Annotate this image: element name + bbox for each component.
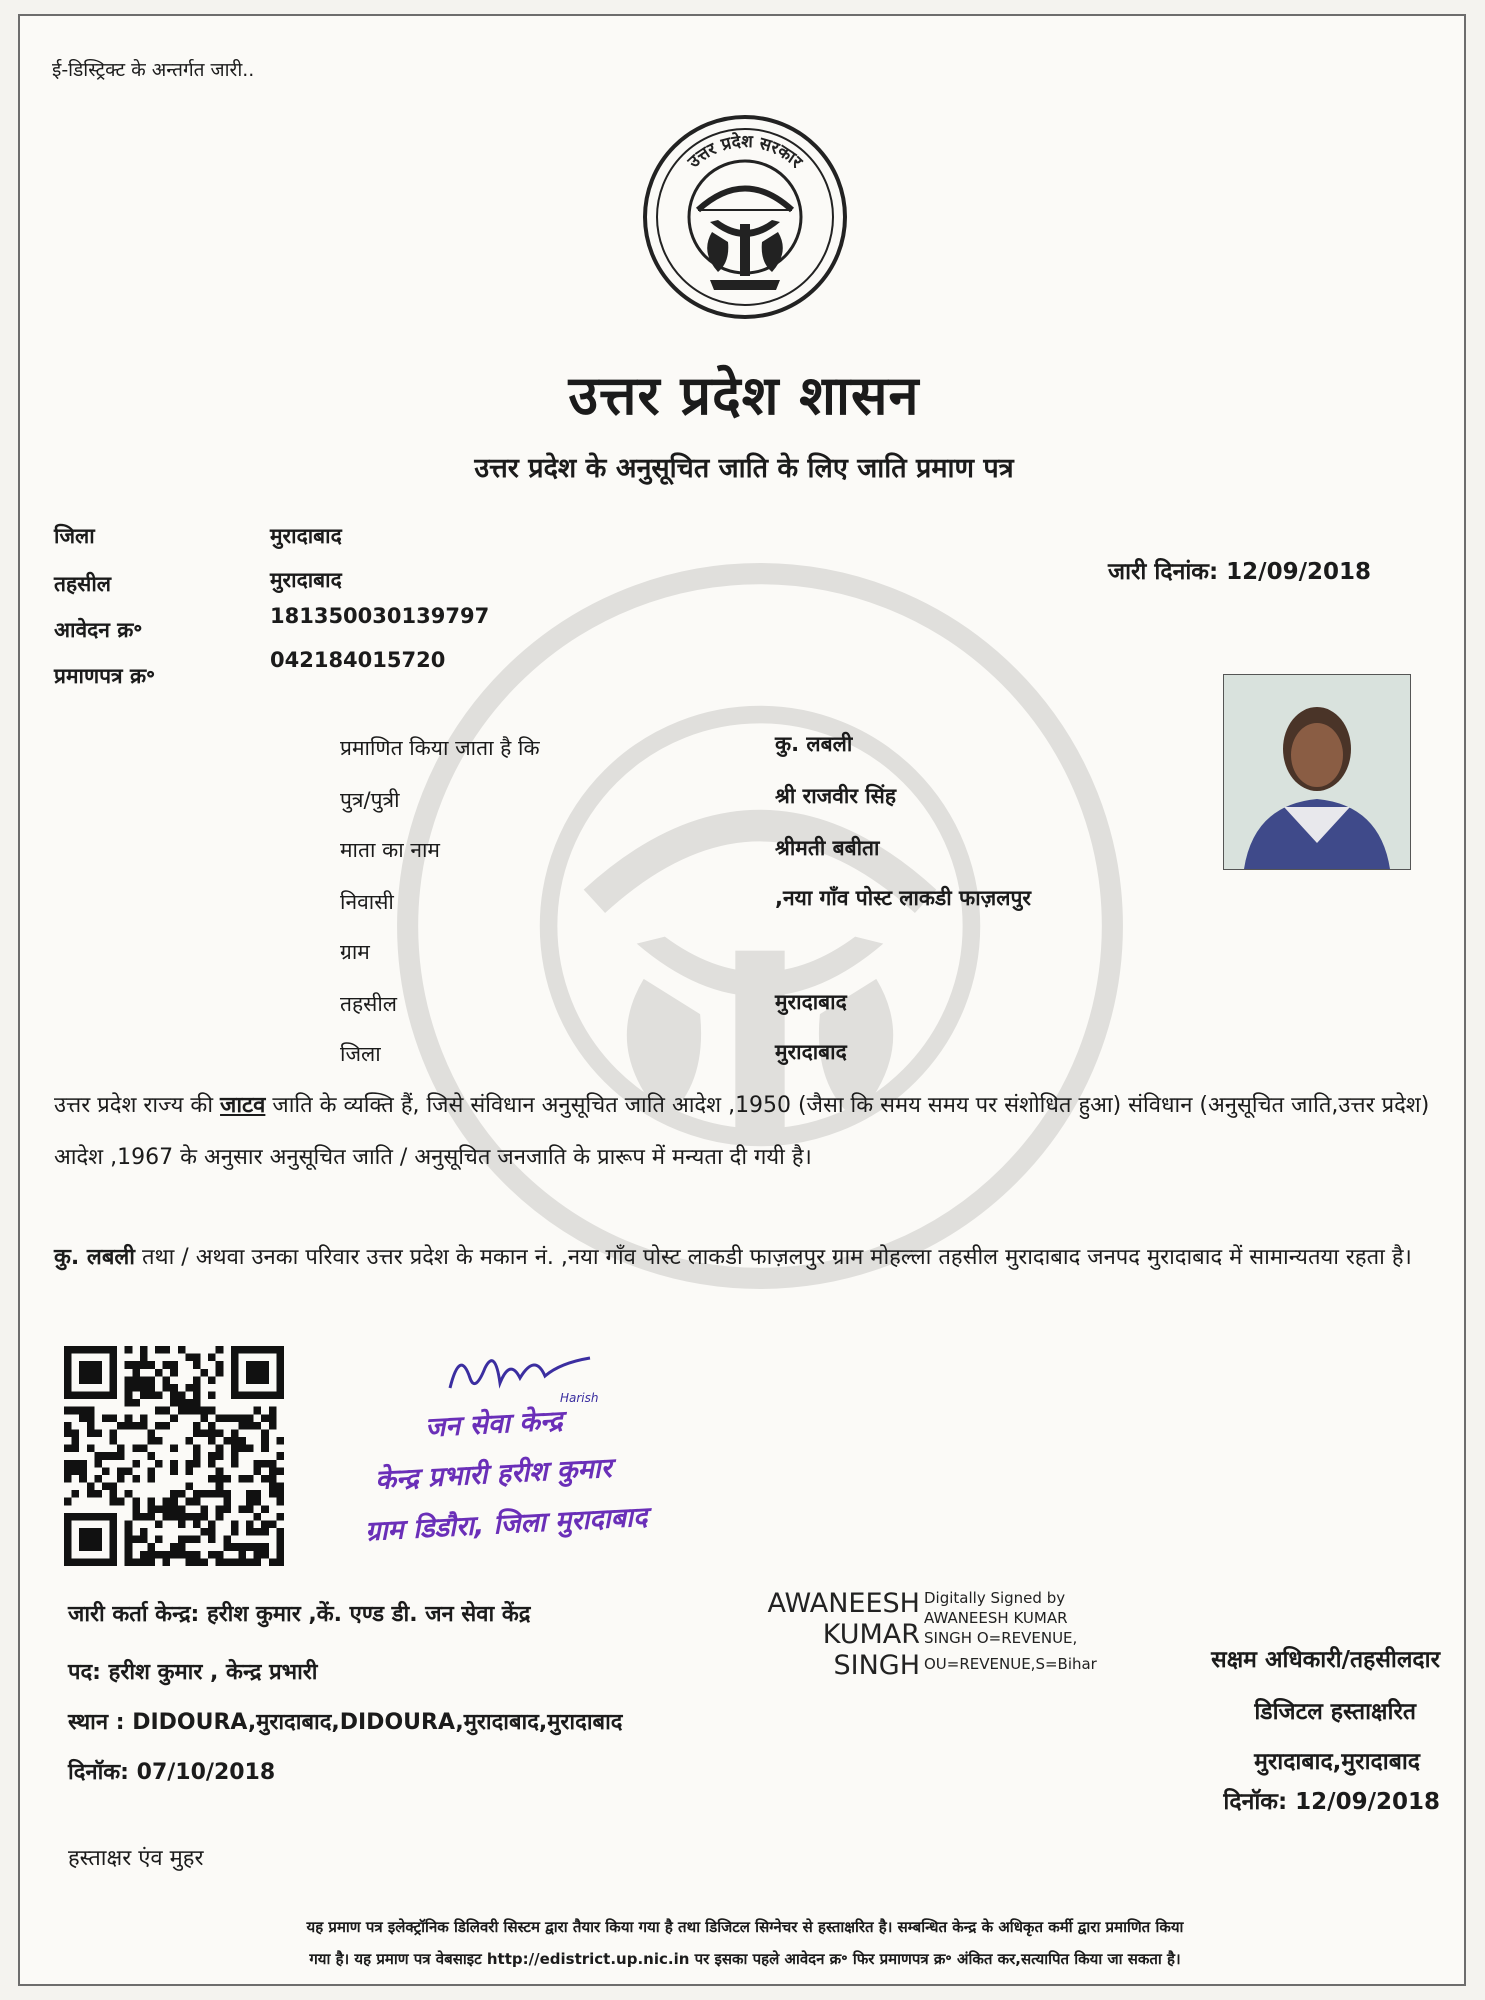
- residence-applicant-name: कु. लबली: [54, 1245, 136, 1270]
- stamp-line-1: जन सेवा केन्द्र: [424, 1405, 564, 1444]
- issuer-date: दिनॉक: 07/10/2018: [68, 1760, 276, 1785]
- field-district-value: मुरादाबाद: [775, 1040, 847, 1064]
- sig-meta-1: Digitally Signed by: [924, 1589, 1066, 1607]
- footer-line-1: यह प्रमाण पत्र इलेक्ट्रॉनिक डिलिवरी सिस्टम द्वारा तैयार किया गया है तथा डिजिटल सिग्नेचर से हस्ताक्षरित है। सम्बन्धित केन्द्र के अधिकृत कर्मी द्वारा प्रमाणित किया: [306, 1918, 1184, 1936]
- issuer-center: जारी कर्ता केन्द्र: हरीश कुमार ,कें. एण्ड डी. जन सेवा केंद्र: [68, 1602, 531, 1627]
- sig-name-2: KUMAR: [822, 1619, 920, 1650]
- tehsil-value: मुरादाबाद: [270, 568, 342, 592]
- applicant-photo: [1223, 674, 1411, 870]
- signature-icon: [440, 1338, 600, 1408]
- caste-paragraph-start: उत्तर प्रदेश राज्य की: [54, 1093, 221, 1118]
- caste-paragraph: [54, 1080, 1434, 1184]
- qr-code-icon: [64, 1346, 284, 1566]
- application-label: आवेदन क्र॰: [54, 618, 143, 642]
- footer-note: [60, 1911, 1430, 1975]
- mother-label: माता का नाम: [340, 838, 440, 862]
- resident-value: ,नया गाँव पोस्ट लाकडी फाज़लपुर: [775, 886, 1031, 910]
- authority-place: मुरादाबाद,मुरादाबाद: [1254, 1749, 1420, 1775]
- up-emblem-icon: [640, 112, 850, 322]
- certificate-page: [18, 14, 1466, 1986]
- signature-text: Harish: [560, 1391, 599, 1405]
- district-label: जिला: [54, 524, 95, 548]
- authority-title: सक्षम अधिकारी/तहसीलदार: [1211, 1647, 1440, 1673]
- field-district-label: जिला: [340, 1042, 381, 1066]
- caste-name: जाटव: [220, 1093, 266, 1118]
- caste-paragraph-end: जाति के व्यक्ति हैं, जिसे संविधान अनुसूचित जाति आदेश ,1950 (जैसा कि समय समय पर संशोधित हुआ) संविधान (अनुसूचित जाति,उत्तर प्रदेश) आदेश ,1967 के अनुसार अनुसूचित जाति / अनुसूचित जनजाति के प्रारूप में मन्यता दी गयी है।: [54, 1093, 1430, 1170]
- resident-label: निवासी: [340, 890, 394, 914]
- sig-name-1: AWANEESH: [767, 1588, 920, 1619]
- issuer-post: पद: हरीश कुमार , केन्द्र प्रभारी: [68, 1660, 318, 1685]
- parent-name: श्री राजवीर सिंह: [775, 784, 897, 808]
- person-photo-icon: [1224, 675, 1410, 869]
- emblem-watermark-icon: [390, 556, 1130, 1296]
- sign-seal-label: हस्ताक्षर एंव मुहर: [68, 1846, 204, 1871]
- applicant-name: कु. लबली: [775, 732, 853, 756]
- mother-name: श्रीमती बबीता: [775, 836, 880, 860]
- issue-date: जारी दिनांक: 12/09/2018: [1108, 559, 1371, 585]
- stamp-line-2: केन्द्र प्रभारी हरीश कुमार: [374, 1452, 613, 1497]
- parent-label: पुत्र/पुत्री: [340, 788, 400, 812]
- village-label: ग्राम: [340, 940, 370, 964]
- sig-name-3: SINGH: [833, 1650, 920, 1681]
- tehsil-label: तहसील: [54, 572, 111, 596]
- application-value: 181350030139797: [270, 604, 490, 628]
- certified-label: प्रमाणित किया जाता है कि: [340, 736, 540, 760]
- certificate-value: 042184015720: [270, 648, 446, 672]
- digital-signature-name: [720, 1588, 920, 1681]
- field-tehsil-label: तहसील: [340, 992, 397, 1016]
- certificate-label: प्रमाणपत्र क्र॰: [54, 664, 156, 688]
- district-value: मुरादाबाद: [270, 524, 342, 548]
- authority-date: दिनॉक: 12/09/2018: [1223, 1789, 1440, 1815]
- top-note: ई-डिस्ट्रिक्ट के अन्तर्गत जारी..: [52, 59, 255, 81]
- authority-signed: डिजिटल हस्ताक्षरित: [1254, 1699, 1416, 1725]
- sig-meta-3: SINGH O=REVENUE,: [924, 1629, 1078, 1647]
- residence-paragraph: [54, 1232, 1434, 1284]
- field-tehsil-value: मुरादाबाद: [775, 990, 847, 1014]
- page-title: उत्तर प्रदेश शासन: [568, 363, 920, 427]
- footer-line-2: गया है। यह प्रमाण पत्र वेबसाइट http://edistrict.up.nic.in पर इसका पहले आवेदन क्र॰ फिर प्रमाणपत्र क्र॰ अंकित कर,सत्यापित किया जा सकता है।: [309, 1950, 1181, 1968]
- emblem-text: उत्तर प्रदेश सरकार: [684, 131, 807, 173]
- stamp-line-3: ग्राम डिडौरा, जिला मुरादाबाद: [364, 1501, 649, 1548]
- sig-meta-2: AWANEESH KUMAR: [924, 1609, 1068, 1627]
- residence-paragraph-text: तथा / अथवा उनका परिवार उत्तर प्रदेश के मकान नं. ,नया गाँव पोस्ट लाकडी फाज़लपुर ग्राम मोहल्ला तहसील मुरादाबाद जनपद मुरादाबाद में सामान्यतया रहता है।: [135, 1245, 1412, 1270]
- certificate-subtitle: उत्तर प्रदेश के अनुसूचित जाति के लिए जाति प्रमाण पत्र: [474, 453, 1014, 484]
- issuer-place: स्थान : DIDOURA,मुरादाबाद,DIDOURA,मुरादाबाद,मुरादाबाद: [68, 1710, 623, 1735]
- sig-meta-4: OU=REVENUE,S=Bihar: [924, 1655, 1097, 1673]
